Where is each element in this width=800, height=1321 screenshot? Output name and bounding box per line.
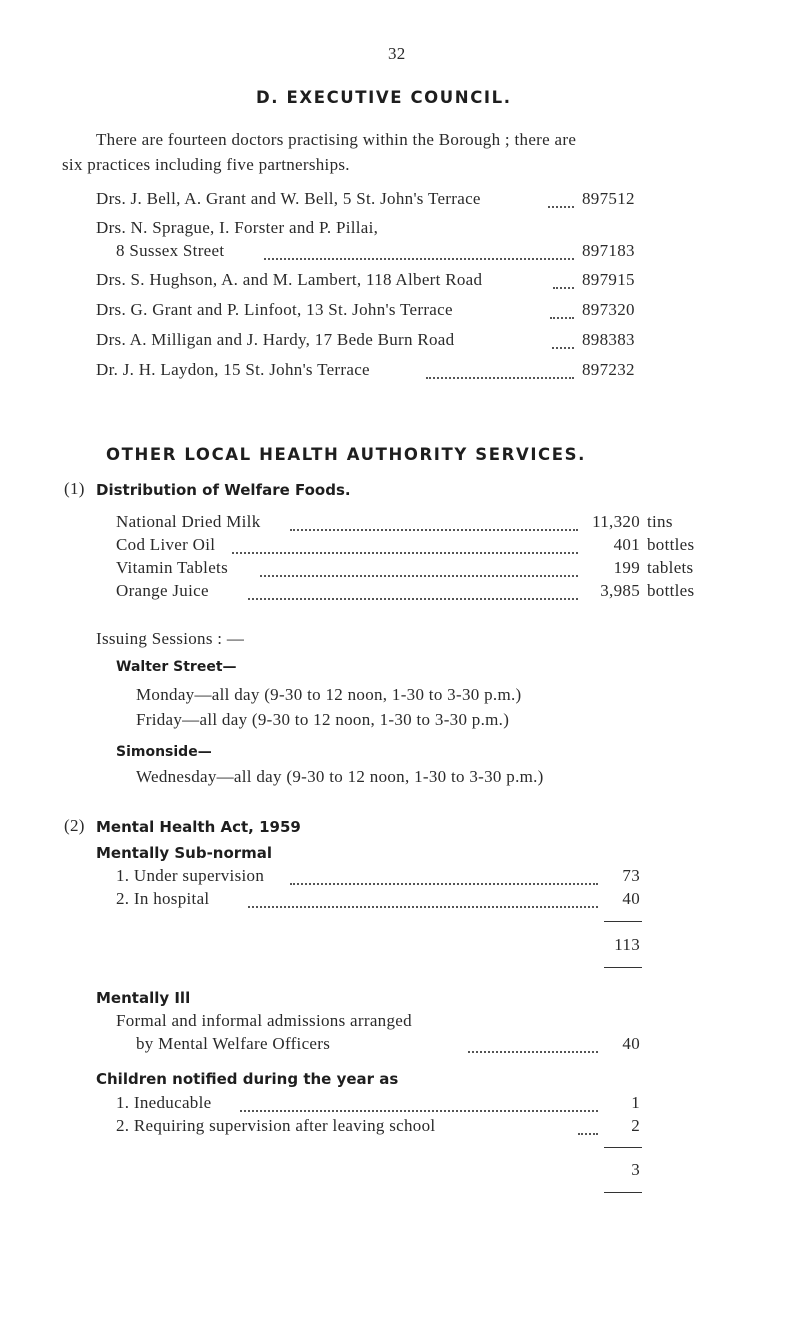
dot-leader <box>232 550 578 554</box>
doctor-entry-name: Drs. G. Grant and P. Linfoot, 13 St. John's Terrace <box>96 300 453 319</box>
page-number: 32 <box>388 44 406 63</box>
simonside-wednesday: Wednesday—all day (9-30 to 12 noon, 1-30 to 3-30 p.m.) <box>136 767 544 786</box>
dot-leader <box>240 1108 598 1112</box>
subnormal-item-value: 73 <box>622 866 640 885</box>
children-notified-heading: Children notified during the year as <box>96 1070 399 1088</box>
children-total: 3 <box>631 1160 640 1179</box>
dot-leader <box>578 1131 598 1135</box>
welfare-item-label: Vitamin Tablets <box>116 558 228 577</box>
doctor-entry-address: 8 Sussex Street <box>116 241 225 260</box>
dot-leader <box>468 1049 598 1053</box>
mentally-ill-heading: Mentally Ill <box>96 989 191 1007</box>
doctor-entry-name: Drs. N. Sprague, I. Forster and P. Pillai, <box>96 218 379 237</box>
children-item-label: 2. Requiring supervision after leaving school <box>116 1116 436 1135</box>
other-services-title: OTHER LOCAL HEALTH AUTHORITY SERVICES. <box>106 445 586 464</box>
doctor-entry-name: Dr. J. H. Laydon, 15 St. John's Terrace <box>96 360 370 379</box>
walter-street-heading: Walter Street— <box>116 659 237 675</box>
doctor-entry-phone: 897183 <box>582 241 635 260</box>
section-number: (1) <box>64 479 85 498</box>
doctor-entry-phone: 897232 <box>582 360 635 379</box>
welfare-item-qty: 3,985 <box>600 581 640 600</box>
total-rule <box>604 1192 642 1193</box>
subnormal-item-value: 40 <box>622 889 640 908</box>
doctor-entry-name: Drs. S. Hughson, A. and M. Lambert, 118 Albert Road <box>96 270 483 289</box>
mentally-ill-line-1: Formal and informal admissions arranged <box>116 1011 412 1030</box>
dot-leader <box>550 315 574 319</box>
dot-leader <box>290 881 598 885</box>
walter-street-friday: Friday—all day (9-30 to 12 noon, 1-30 to 3-30 p.m.) <box>136 710 510 729</box>
mentally-ill-value: 40 <box>622 1034 640 1053</box>
mentally-ill-line-2: by Mental Welfare Officers <box>136 1034 331 1053</box>
mentally-subnormal-heading: Mentally Sub-normal <box>96 844 273 862</box>
dot-leader <box>290 527 578 531</box>
doctor-entry-phone: 897512 <box>582 189 635 208</box>
total-rule <box>604 1147 642 1148</box>
children-item-value: 2 <box>631 1116 640 1135</box>
walter-street-monday: Monday—all day (9-30 to 12 noon, 1-30 to 3-30 p.m.) <box>136 685 522 704</box>
dot-leader <box>552 345 574 349</box>
welfare-item-label: National Dried Milk <box>116 512 261 531</box>
dot-leader <box>260 573 578 577</box>
intro-line-2: six practices including five partnerships. <box>62 155 350 174</box>
subnormal-item-label: 1. Under supervision <box>116 866 265 885</box>
children-item-label: 1. Ineducable <box>116 1093 212 1112</box>
issuing-sessions-label: Issuing Sessions : — <box>96 629 245 648</box>
simonside-heading: Simonside— <box>116 744 212 760</box>
welfare-foods-heading: Distribution of Welfare Foods. <box>96 481 351 499</box>
welfare-item-qty: 11,320 <box>592 512 640 531</box>
dot-leader <box>426 375 574 379</box>
children-item-value: 1 <box>631 1093 640 1112</box>
dot-leader <box>248 596 578 600</box>
mental-health-act-heading: Mental Health Act, 1959 <box>96 818 301 836</box>
dot-leader <box>264 256 574 260</box>
welfare-item-unit: bottles <box>647 535 695 554</box>
dot-leader <box>248 904 598 908</box>
intro-line-1: There are fourteen doctors practising within the Borough ; there are <box>96 130 577 149</box>
welfare-item-unit: tins <box>647 512 673 531</box>
doctor-entry-name: Drs. A. Milligan and J. Hardy, 17 Bede Burn Road <box>96 330 455 349</box>
welfare-item-label: Cod Liver Oil <box>116 535 216 554</box>
welfare-item-unit: bottles <box>647 581 695 600</box>
welfare-item-label: Orange Juice <box>116 581 209 600</box>
welfare-item-qty: 401 <box>613 535 640 554</box>
doctor-entry-phone: 897915 <box>582 270 635 289</box>
total-rule <box>604 967 642 968</box>
doctor-entry-name: Drs. J. Bell, A. Grant and W. Bell, 5 St. John's Terrace <box>96 189 481 208</box>
executive-council-title: D. EXECUTIVE COUNCIL. <box>256 88 512 107</box>
doctor-entry-phone: 898383 <box>582 330 635 349</box>
total-rule <box>604 921 642 922</box>
dot-leader <box>548 204 574 208</box>
welfare-item-unit: tablets <box>647 558 694 577</box>
section-number: (2) <box>64 816 85 835</box>
subnormal-item-label: 2. In hospital <box>116 889 210 908</box>
doctor-entry-phone: 897320 <box>582 300 635 319</box>
subnormal-total: 113 <box>614 935 640 954</box>
welfare-item-qty: 199 <box>613 558 640 577</box>
dot-leader <box>553 285 574 289</box>
